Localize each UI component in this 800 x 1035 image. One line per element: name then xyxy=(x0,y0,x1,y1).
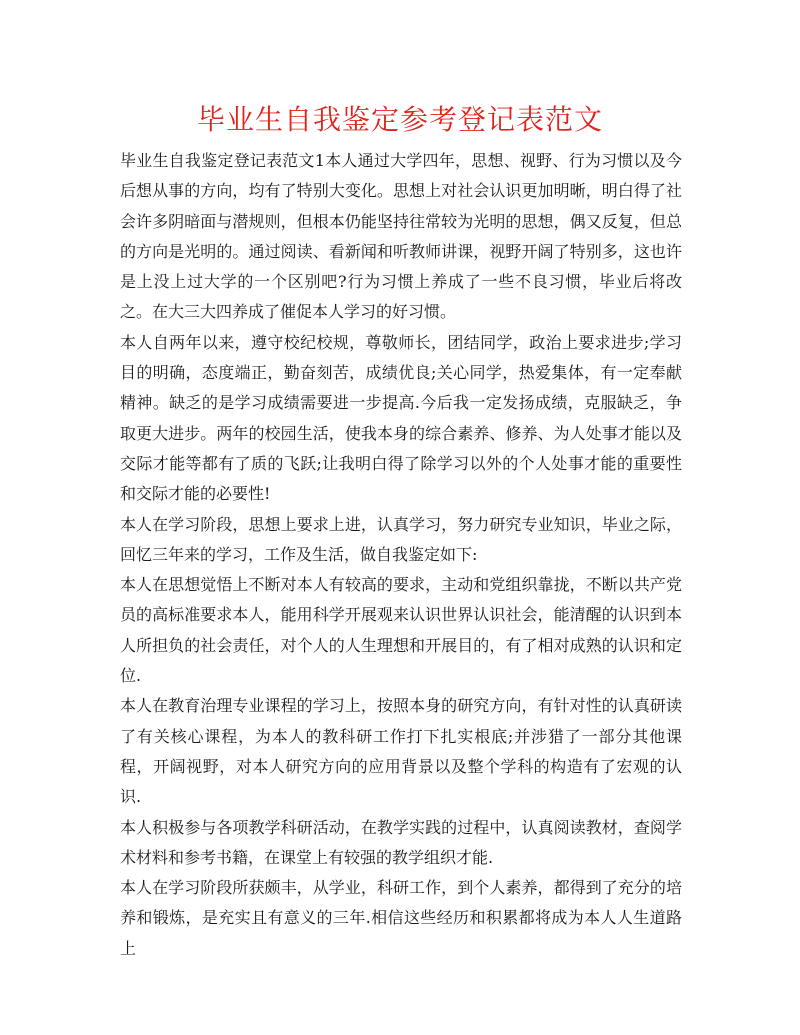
paragraph-1: 毕业生自我鉴定登记表范文1本人通过大学四年，思想、视野、行为习惯以及今后想从事的方向，均有了特别大变化。思想上对社会认识更加明晰，明白得了社会许多阴暗面与潜规则，但根本仍能坚持往常较为光明的思想，偶又反复，但总的方向是光明的。通过阅读、看新闻和听教师讲课，视野开阔了特别多，这也许是上没上过大学的一个区别吧?行为习惯上养成了一些不良习惯，毕业后将改之。在大三大四养成了催促本人学习的好习惯。 xyxy=(120,151,682,322)
paragraph-7: 本人在学习阶段所获颇丰，从学业，科研工作，到个人素养，都得到了充分的培养和锻炼，是充实且有意义的三年.相信这些经历和积累都将成为本人人生道路上 xyxy=(120,878,682,958)
paragraph-6: 本人积极参与各项教学科研活动，在教学实践的过程中，认真阅读教材，查阅学术材料和参考书籍，在课堂上有较强的教学组织才能. xyxy=(120,817,682,867)
document-title: 毕业生自我鉴定参考登记表范文 xyxy=(196,103,603,136)
document-body xyxy=(120,146,682,964)
paragraph-4: 本人在思想觉悟上不断对本人有较高的要求，主动和党组织靠拢，不断以共产党员的高标准要求本人，能用科学开展观来认识世界认识社会，能清醒的认识到本人所担负的社会责任，对个人的人生理想和开展目的，有了相对成熟的认识和定位. xyxy=(120,575,682,686)
paragraph-3: 本人在学习阶段，思想上要求上进，认真学习，努力研究专业知识，毕业之际，回忆三年来的学习，工作及生活，做自我鉴定如下: xyxy=(120,514,682,564)
paragraph-2: 本人自两年以来，遵守校纪校规，尊敬师长，团结同学，政治上要求进步;学习目的明确，态度端正，勤奋刻苦，成绩优良;关心同学，热爱集体，有一定奉献精神。缺乏的是学习成绩需要进一步提高.今后我一定发扬成绩，克服缺乏，争取更大进步。两年的校园生活，使我本身的综合素养、修养、为人处事才能以及交际才能等都有了质的飞跃;让我明白得了除学习以外的个人处事才能的重要性和交际才能的必要性! xyxy=(120,332,682,504)
paragraph-5: 本人在教育治理专业课程的学习上，按照本身的研究方向，有针对性的认真研读了有关核心课程，为本人的教科研工作打下扎实根底;并涉猎了一部分其他课程，开阔视野，对本人研究方向的应用背景以及整个学科的构造有了宏观的认识. xyxy=(120,696,682,807)
